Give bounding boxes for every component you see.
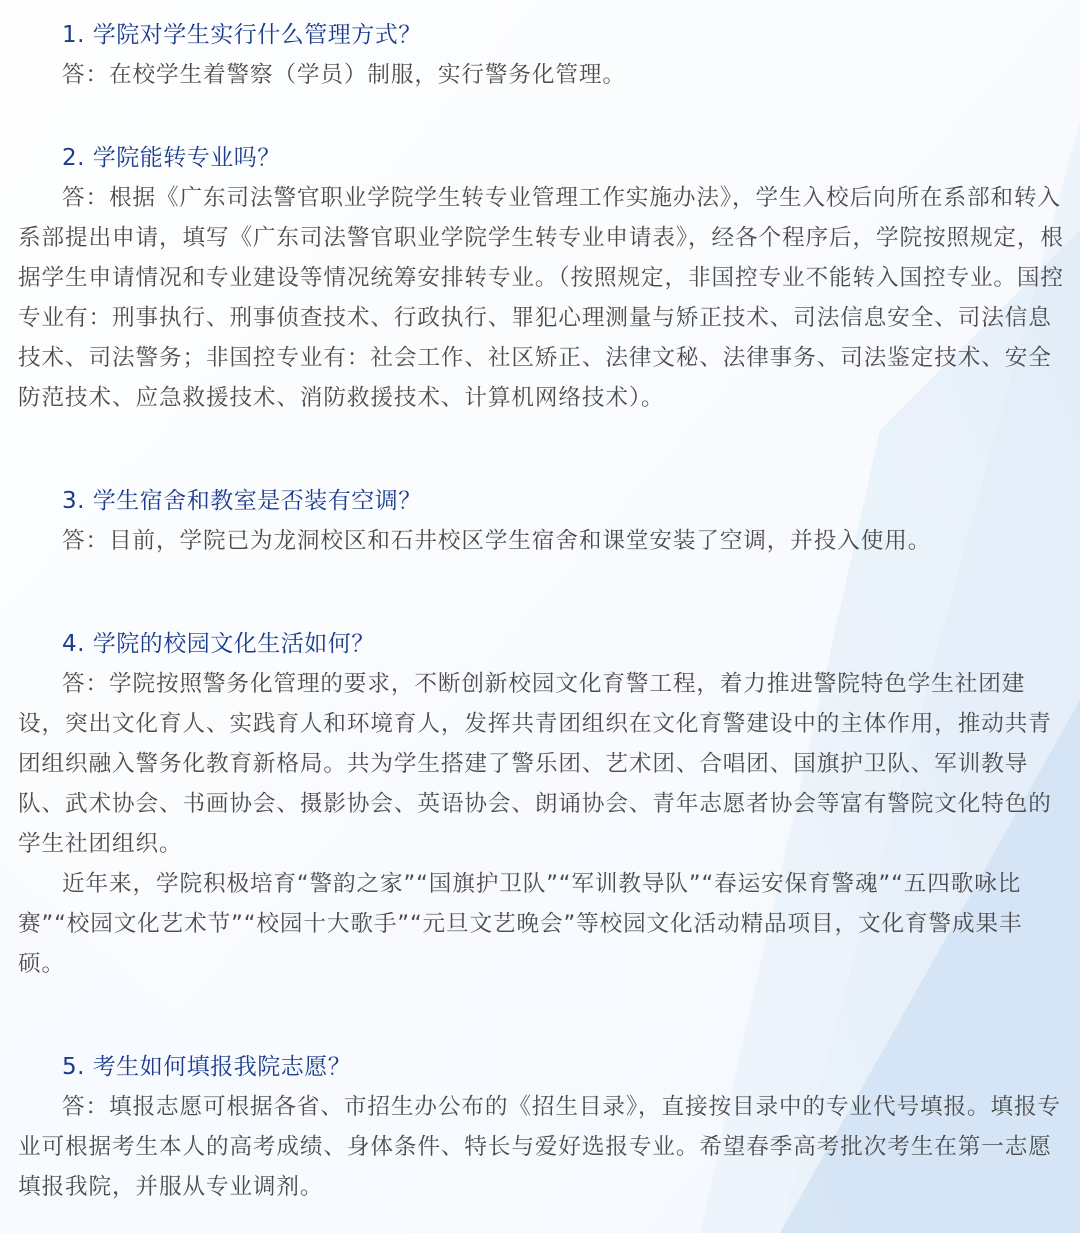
- faq-answer: 答：目前，学院已为龙洞校区和石井校区学生宿舍和课堂安装了空调，并投入使用。: [62, 528, 932, 554]
- faq-item-4: [18, 561, 1064, 984]
- faq-answer-continued: 近年来，学院积极培育“警韵之家”“国旗护卫队”“军训教导队”“春运安保育警魂”“五四歌咏比赛”“校园文化艺术节”“校园十大歌手”“元旦文艺晚会”等校园文化活动精品项目，文化育警成果丰硕。: [18, 871, 1023, 977]
- faq-question: 1. 学院对学生实行什么管理方式？: [62, 22, 422, 48]
- faq-item-5: [18, 984, 1064, 1207]
- faq-answer: 答：根据《广东司法警官职业学院学生转专业管理工作实施办法》，学生入校后向所在系部和转入系部提出申请，填写《广东司法警官职业学院学生转专业申请表》，经各个程序后，学院按照规定，根据学生申请情况和专业建设等情况统筹安排转专业。（按照规定，非国控专业不能转入国控专业。国控专业有：刑事执行、刑事侦查技术、行政执行、罪犯心理测量与矫正技术、司法信息安全、司法信息技术、司法警务；非国控专业有：社会工作、社区矫正、法律文秘、法律事务、司法鉴定技术、安全防范技术、应急救援技术、消防救援技术、计算机网络技术）。: [18, 185, 1064, 411]
- faq-item-1: [18, 0, 1064, 95]
- faq-item-2: [18, 95, 1064, 418]
- faq-question: 5. 考生如何填报我院志愿？: [62, 1054, 352, 1080]
- faq-answer: 答：在校学生着警察（学员）制服，实行警务化管理。: [62, 62, 626, 88]
- faq-question: 4. 学院的校园文化生活如何？: [62, 631, 375, 657]
- faq-answer: 答：学院按照警务化管理的要求，不断创新校园文化育警工程，着力推进警院特色学生社团建设，突出文化育人、实践育人和环境育人，发挥共青团组织在文化育警建设中的主体作用，推动共青团组织融入警务化教育新格局。共为学生搭建了警乐团、艺术团、合唱团、国旗护卫队、军训教导队、武术协会、书画协会、摄影协会、英语协会、朗诵协会、青年志愿者协会等富有警院文化特色的学生社团组织。: [18, 671, 1052, 857]
- faq-question: 2. 学院能转专业吗？: [62, 145, 281, 171]
- faq-answer: 答：填报志愿可根据各省、市招生办公布的《招生目录》，直接按目录中的专业代号填报。填报专业可根据考生本人的高考成绩、身体条件、特长与爱好选报专业。希望春季高考批次考生在第一志愿填报我院，并服从专业调剂。: [18, 1094, 1061, 1200]
- faq-item-3: [18, 418, 1064, 561]
- faq-question: 3. 学生宿舍和教室是否装有空调？: [62, 488, 422, 514]
